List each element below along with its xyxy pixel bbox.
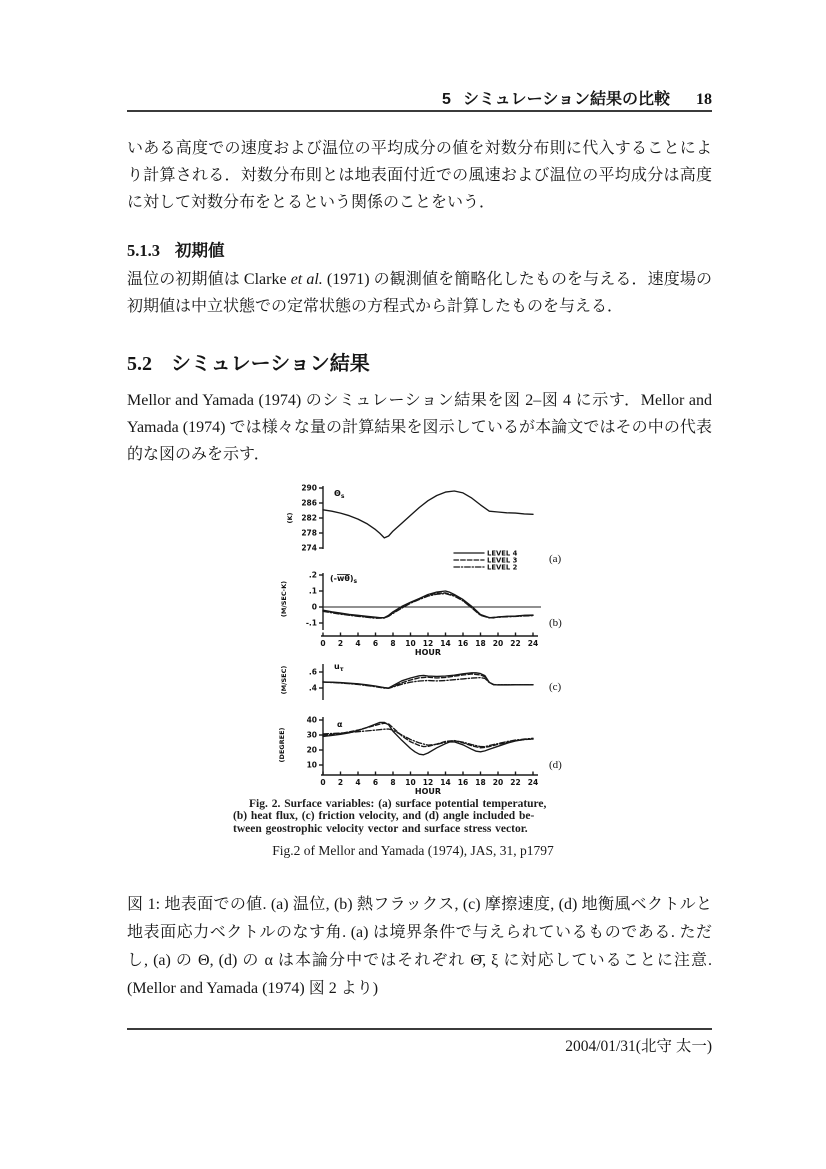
subsection-number: 5.1.3 [127, 241, 160, 260]
svg-text:24: 24 [527, 639, 539, 648]
svg-text:LEVEL 3: LEVEL 3 [487, 556, 518, 565]
header-section-title: シミュレーション結果の比較 [462, 91, 670, 108]
fig2-source-line: Fig.2 of Mellor and Yamada (1974), JAS, 31, p1797 [272, 843, 554, 858]
svg-text:20: 20 [492, 639, 504, 648]
svg-text:HOUR: HOUR [414, 648, 442, 657]
section-title: シミュレーション結果 [171, 353, 370, 375]
paragraph-2 [127, 266, 712, 320]
svg-text:(d): (d) [549, 759, 562, 771]
svg-text:282: 282 [301, 513, 317, 523]
svg-text:(a): (a) [549, 553, 562, 565]
svg-text:(b): (b) [549, 617, 562, 629]
svg-text:22: 22 [510, 639, 521, 648]
svg-text:0: 0 [320, 639, 326, 648]
svg-text:16: 16 [457, 639, 469, 648]
svg-text:α: α [337, 720, 343, 729]
fig2-scan-caption-line1: Fig. 2. Surface variables: (a) surface potential temperature, [249, 798, 547, 810]
svg-text:286: 286 [301, 498, 317, 508]
svg-text:0: 0 [311, 602, 317, 612]
svg-text:290: 290 [301, 483, 317, 493]
svg-text:6: 6 [372, 639, 379, 648]
svg-text:.1: .1 [308, 586, 317, 596]
svg-text:22: 22 [510, 778, 521, 787]
svg-text:40: 40 [306, 715, 317, 725]
footer-rule [127, 1028, 712, 1030]
svg-text:(DEGREE): (DEGREE) [278, 727, 286, 763]
subsection-heading-5-1-3 [127, 237, 712, 261]
svg-text:.2: .2 [308, 570, 317, 580]
svg-text:LEVEL 2: LEVEL 2 [487, 563, 518, 572]
svg-text:10: 10 [306, 760, 317, 770]
svg-text:24: 24 [527, 778, 539, 787]
section-heading-5-2 [127, 347, 712, 376]
svg-text:uτ: $u_\tau$ [334, 662, 344, 673]
footer-date-author: 2004/01/31(北守 太一) [565, 1038, 712, 1055]
figure-1 [0, 478, 826, 1008]
paragraph-3: Mellor and Yamada (1974) のシミュレーション結果を図 2–図 4 に示す．Mellor and Yamada (1974) では様々な量の計算結果を図示しているが本論文ではその中の代表的な図のみを示す． [127, 392, 712, 463]
svg-text:278: 278 [301, 528, 317, 538]
svg-text:Θs: $\Theta_s$ [334, 489, 345, 500]
svg-text:.6: .6 [308, 667, 317, 677]
svg-text:10: 10 [405, 778, 416, 787]
paragraph-2-et-al: et al. [290, 271, 323, 288]
svg-text:8: 8 [390, 639, 396, 648]
svg-text:-.1: -.1 [305, 618, 317, 628]
svg-text:4: 4 [355, 639, 361, 648]
svg-text:18: 18 [475, 639, 486, 648]
fig2-scan-caption [233, 798, 583, 835]
svg-text:14: 14 [440, 778, 451, 787]
svg-text:12: 12 [422, 639, 434, 648]
svg-text:.4: .4 [308, 683, 317, 693]
svg-text:2: 2 [337, 778, 344, 787]
svg-text:(M/SEC): (M/SEC) [280, 665, 288, 695]
fig2-scan-caption-line3: tween geostrophic velocity vector and surface stress vector. [233, 822, 528, 835]
section-number: 5.2 [127, 353, 152, 375]
header-page-number: 18 [696, 91, 712, 108]
svg-text:4: 4 [355, 778, 361, 787]
svg-text:14: 14 [440, 639, 451, 648]
svg-text:30: 30 [306, 730, 317, 740]
svg-text:10: 10 [405, 639, 416, 648]
subsection-title: 初期値 [175, 242, 225, 260]
svg-text:8: 8 [390, 778, 396, 787]
paragraph-2-pre: 温位の初期値は Clarke [127, 271, 291, 288]
svg-text:(c): (c) [549, 681, 562, 693]
fig2-scan-caption-line2: (b) heat flux, (c) friction velocity, and (d) angle included be- [233, 810, 535, 823]
svg-text:(K): (K) [286, 512, 294, 524]
svg-text:20: 20 [492, 778, 504, 787]
header-section-number: 5 [442, 91, 451, 108]
svg-text:(M/SEC·K): (M/SEC·K) [280, 580, 288, 618]
svg-text:6: 6 [372, 778, 379, 787]
svg-text:LEVEL 4: LEVEL 4 [487, 549, 518, 558]
svg-text:18: 18 [475, 778, 486, 787]
figure-1-caption: 図 1: 地表面での値. (a) 温位, (b) 熱フラックス, (c) 摩擦速度, (d) 地衡風ベクトルと地表面応力ベクトルのなす角. (a) は境界条件で与えられているものである. ただし, (a) の Θ, (d) の α は本論分中ではそれぞれ Θ̄, ξ に対応していることに注意. (Mellor and Yamada (1974) 図 2 より) [127, 896, 712, 997]
svg-text:HOUR: HOUR [414, 787, 442, 796]
paragraph-1: いある高度での速度および温位の平均成分の値を対数分布則に代入することにより計算される．対数分布則とは地表面付近での風速および温位の平均成分は高度に対して対数分布をとるという関係のことをいう． [127, 140, 712, 211]
svg-text:16: 16 [457, 778, 469, 787]
svg-text:(-wθ)s: $(-w\theta)_s$ [330, 574, 358, 585]
header-rule [127, 110, 712, 112]
paragraph-2-post: (1971) の観測値を簡略化したものを与える．速度場の初期値は中立状態での定常状態の方程式から計算したものを与える． [127, 271, 712, 315]
svg-text:20: 20 [306, 745, 317, 755]
page-header [127, 86, 712, 109]
svg-text:12: 12 [422, 778, 434, 787]
fig2-chart [258, 478, 578, 796]
svg-text:0: 0 [320, 778, 326, 787]
svg-text:2: 2 [337, 639, 344, 648]
svg-text:274: 274 [301, 543, 317, 553]
